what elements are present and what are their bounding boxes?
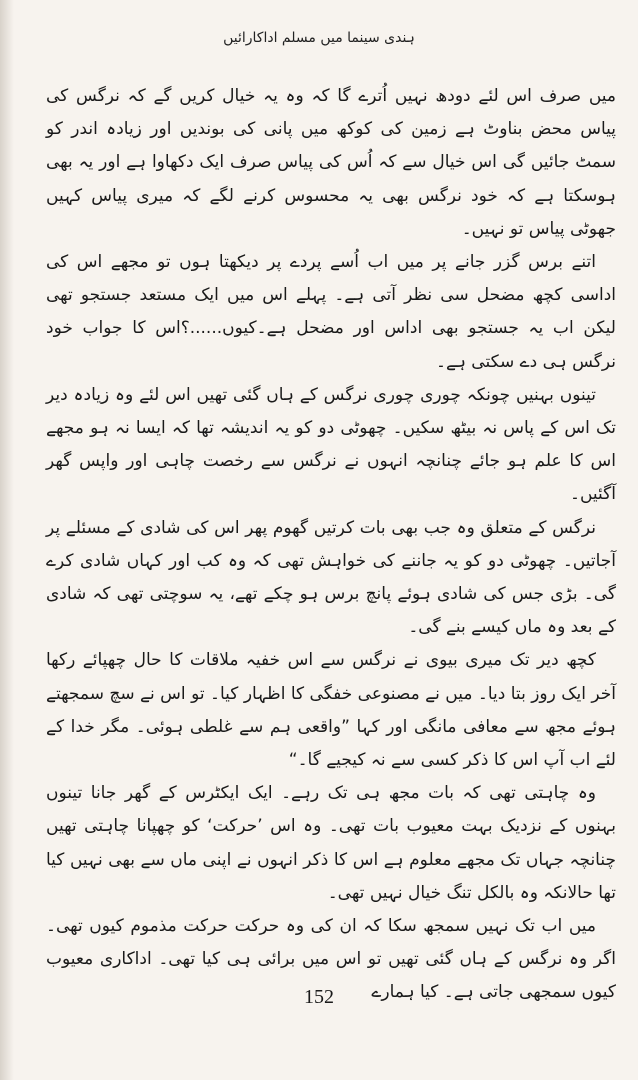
paragraph-7: میں اب تک نہیں سمجھ سکا کہ ان کی وہ حرکت حرکت مذموم کیوں تھی۔ اگر وہ نرگس کے ہاں گئی تھیں تو اس میں برائی ہی کیا تھی۔ اداکاری معیوب کیوں سمجھی جاتی ہے۔ کیا ہمارے (46, 916, 616, 1003)
page-gutter-shadow (0, 0, 14, 1080)
paragraph-2: اتنے برس گزر جانے پر میں اب اُسے پردے پر دیکھتا ہوں تو مجھے اس کی اداسی کچھ مضحل سی نظر آتی ہے۔ پہلے اس میں ایک مستعد جستجو تھی لیکن اب یہ جستجو بھی اداس اور مضحل ہے۔کیوں......؟اس کا جواب خود نرگس ہی دے سکتی ہے۔ (46, 252, 616, 372)
page-number: 152 (304, 986, 334, 1008)
paragraph-3: تینوں بہنیں چونکہ چوری چوری نرگس کے ہاں گئی تھیں اس لئے وہ زیادہ دیر تک اس کے پاس نہ بیٹھ سکیں۔ چھوٹی دو کو یہ اندیشہ تھا کہ ایسا نہ ہو مجھے اس کا علم ہو جائے چنانچہ انہوں نے نرگس سے رخصت چاہی اور واپس گھر آگئیں۔ (46, 384, 616, 505)
paragraph-5: کچھ دیر تک میری بیوی نے نرگس سے اس خفیہ ملاقات کا حال چھپائے رکھا آخر ایک روز بتا دیا۔ میں نے مصنوعی خفگی کا اظہار کیا۔ تو اس نے سچ سمجھتے ہوئے مجھ سے معافی مانگی اور کہا ”واقعی ہم سے غلطی ہوئی۔ مگر خدا کے لئے اب آپ اس کا ذکر کسی سے نہ کیجیے گا۔“ (46, 650, 616, 771)
paragraph-4: نرگس کے متعلق وہ جب بھی بات کرتیں گھوم پھر اس کی شادی کے مسئلے پر آجاتیں۔ چھوٹی دو کو یہ جاننے کی خواہش تھی کہ وہ کب اور کہاں شادی کرے گی۔ بڑی جس کی شادی ہوئے پانچ برس ہو چکے تھے، یہ سوچتی تھی کہ شادی کے بعد وہ ماں کیسے بنے گی۔ (46, 517, 616, 638)
paragraph-1: میں صرف اس لئے دودھ نہیں اُترے گا کہ وہ یہ خیال کریں گے کہ نرگس کی پیاس محض بناوٹ ہے زمین کی کوکھ میں پانی کی بوندیں اور زیادہ اندر کو سمٹ جائیں گی اس خیال سے کہ اُس کی پیاس صرف ایک دکھاوا ہے اور یہ بھی ہوسکتا ہے کہ خود نرگس بھی یہ محسوس کرنے لگے کہ میری پیاس کہیں جھوٹی پیاس تو نہیں۔ (46, 86, 616, 239)
paragraph-6: وہ چاہتی تھی کہ بات مجھ ہی تک رہے۔ ایک ایکٹرس کے گھر جانا تینوں بہنوں کے نزدیک بہت معیوب بات تھی۔ وہ اس ’حرکت‘ کو چھپانا چاہتی تھیں چنانچہ جہاں تک مجھے معلوم ہے اس کا ذکر انہوں نے اپنی ماں سے بھی نہیں کیا تھا حالانکہ وہ بالکل تنگ خیال نہیں تھی۔ (46, 783, 616, 903)
page-body (46, 80, 616, 1010)
running-header: ہندی سینما میں مسلم اداکارائیں (223, 30, 415, 46)
